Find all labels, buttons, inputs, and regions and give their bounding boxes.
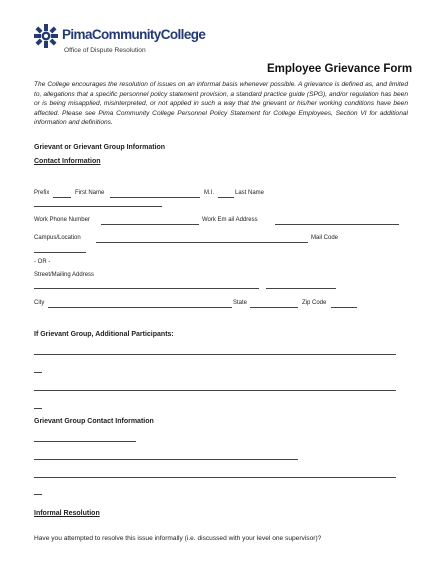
group-contact-line-4[interactable] bbox=[34, 494, 42, 495]
group-contact-heading: Grievant Group Contact Information bbox=[34, 418, 154, 425]
informal-resolution-heading: Informal Resolution bbox=[34, 510, 100, 517]
work-phone-field[interactable] bbox=[101, 224, 199, 225]
intro-paragraph: The College encourages the resolution of issues on an informal basis whenever possible. A grievance is defined as, and limited to, allegations that a specific personnel policy statement provision, a standard practice guide (SPG), and/or regulation has been or is being misapplied, misinterpreted, or not applied in such a way that the grievant or his/her working conditions have been affected. Please see Pima Community College Personnel Policy Statement for College Employees, Section VI for additional information and definitions. bbox=[34, 81, 408, 127]
form-title: Employee Grievance Form bbox=[267, 63, 413, 75]
informal-resolution-question: Have you attempted to resolve this issue informally (i.e. discussed with your level one supervisor)? bbox=[34, 535, 322, 542]
street-address-field[interactable] bbox=[34, 288, 259, 289]
city-field[interactable] bbox=[48, 307, 232, 308]
work-email-label: Work Em ail Address bbox=[202, 217, 258, 223]
contact-info-heading: Contact Information bbox=[34, 158, 101, 165]
work-email-field[interactable] bbox=[275, 224, 399, 225]
group-contact-line-2[interactable] bbox=[34, 459, 298, 460]
zip-code-field[interactable] bbox=[331, 307, 357, 308]
prefix-field[interactable] bbox=[53, 197, 71, 198]
campus-location-label: Campus/Location bbox=[34, 235, 81, 241]
participant-line-1[interactable] bbox=[34, 354, 396, 355]
zip-code-label: Zip Code bbox=[302, 300, 327, 306]
participants-heading: If Grievant Group, Additional Participants: bbox=[34, 331, 174, 338]
college-name: PimaCommunityCollege bbox=[62, 27, 206, 42]
participant-line-2[interactable] bbox=[34, 390, 396, 391]
prefix-label: Prefix bbox=[34, 190, 50, 196]
street-address-label: Street/Mailing Address bbox=[34, 272, 95, 278]
grievant-section-heading: Grievant or Grievant Group Information bbox=[34, 144, 166, 151]
campus-location-field[interactable] bbox=[96, 242, 308, 243]
group-contact-line-3[interactable] bbox=[34, 477, 396, 478]
mi-field[interactable] bbox=[218, 197, 234, 198]
state-field[interactable] bbox=[250, 307, 298, 308]
last-name-label: Last Name bbox=[235, 190, 265, 196]
street-address-field-2[interactable] bbox=[266, 288, 336, 289]
first-name-field[interactable] bbox=[110, 197, 200, 198]
or-separator: - OR - bbox=[34, 259, 51, 265]
first-name-label: First Name bbox=[75, 190, 105, 196]
mail-code-field[interactable] bbox=[34, 252, 86, 253]
participant-line-2b[interactable] bbox=[34, 408, 42, 409]
state-label: State bbox=[233, 300, 248, 306]
last-name-field[interactable] bbox=[34, 206, 162, 207]
college-logo-icon bbox=[34, 24, 58, 48]
office-name: Office of Dispute Resolution bbox=[64, 47, 146, 54]
work-phone-label: Work Phone Number bbox=[34, 217, 90, 223]
mail-code-label: Mail Code bbox=[311, 235, 339, 241]
city-label: City bbox=[34, 300, 45, 306]
mi-label: M.I. bbox=[204, 190, 214, 196]
participant-line-1b[interactable] bbox=[34, 372, 42, 373]
group-contact-line-1[interactable] bbox=[34, 441, 136, 442]
